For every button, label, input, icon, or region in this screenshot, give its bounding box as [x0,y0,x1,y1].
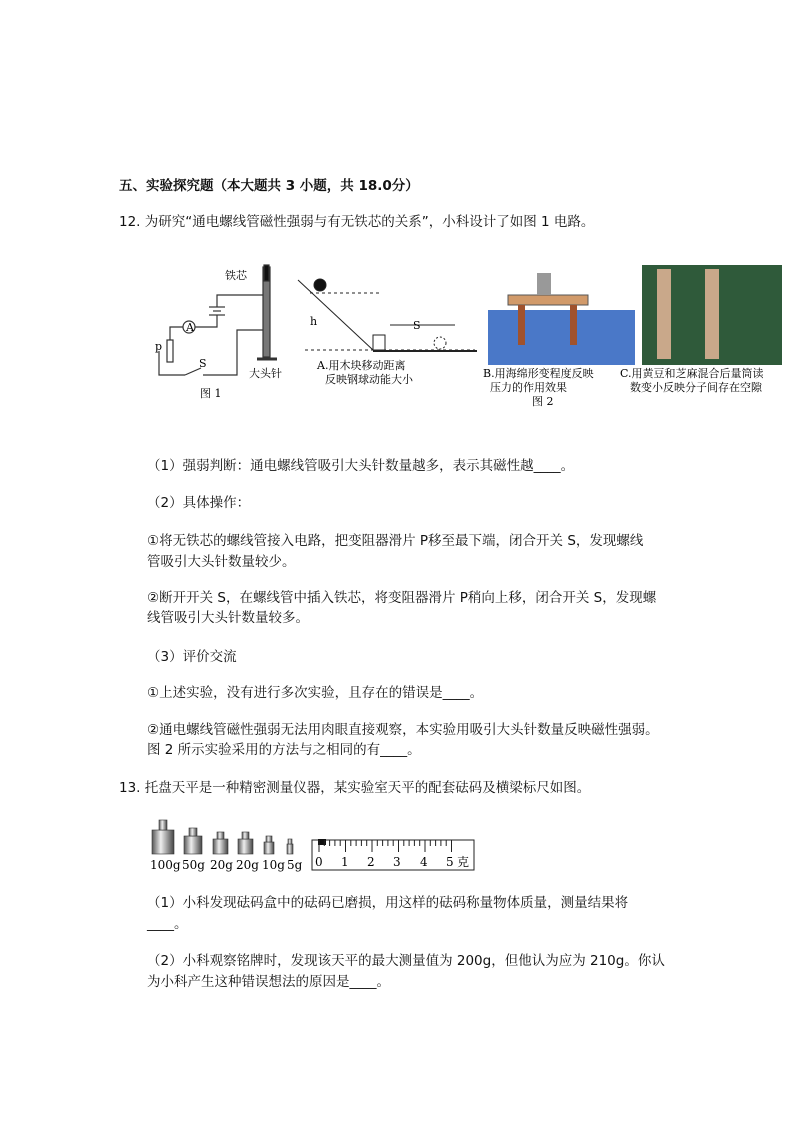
q12-part1: （1）强弱判断：通电螺线管吸引大头针数量越多，表示其磁性越____。 [147,458,575,474]
ruler-tick-label: 3 [393,855,401,869]
ruler-tick-label: 2 [367,855,375,869]
weight-50g [184,836,202,854]
q12-part3: （3）评价交流 [147,649,237,665]
figC-caption-1: C.用黄豆和芝麻混合后量筒读 [620,367,764,380]
ruler-tick-label: 1 [341,855,349,869]
q12-part2: （2）具体操作： [147,495,251,511]
label-pin: 大头针 [249,367,282,380]
figure-2a [298,279,477,351]
q12-step1-line1: ①将无铁芯的螺线管接入电路，把变阻器滑片 P移至最下端，闭合开关 S，发现螺线 [147,533,644,549]
q12-step2-line2: 线管吸引大头针数量较多。 [147,610,309,626]
weights-and-ruler-figure [148,812,488,872]
weight-100g [152,830,174,854]
q13-part1-line2: ____。 [147,916,188,932]
fig1-caption: 图 1 [200,387,222,400]
weight-20g [238,839,253,854]
ruler-unit: 克 [457,855,470,869]
weight-label: 20g [236,858,259,872]
ruler-tick-label: 5 [446,855,454,869]
q12-stem: 12. 为研究“通电螺线管磁性强弱与有无铁芯的关系”，小科设计了如图 1 电路。 [119,214,595,230]
beam-ruler [312,839,474,870]
weight-20g [213,839,228,854]
figure-1-circuit [159,265,277,375]
weight-10g [264,842,274,854]
figC-caption-2: 数变小反映分子间存在空隙 [630,381,762,394]
ruler-tick-label: 4 [420,855,428,869]
label-core: 铁芯 [225,269,247,282]
rheostat [167,340,173,362]
figB-caption-1: B.用海绵形变程度反映 [483,367,594,380]
section-title: 五、实验探究题（本大题共 3 小题，共 18.0分） [119,178,419,194]
figA-caption-1: A.用木块移动距离 [317,359,406,372]
figA-caption-2: 反映钢球动能大小 [325,373,413,386]
q12-step2-line1: ②断开开关 S，在螺线管中插入铁芯，将变阻器滑片 P稍向上移，闭合开关 S，发现螺 [147,590,657,606]
weight-label: 50g [182,858,205,872]
label-ammeter: A [186,321,194,334]
figure-2b [488,273,635,365]
figB-caption-2: 压力的作用效果 [490,381,567,394]
q13-part1-line1: （1）小科发现砝码盒中的砝码已磨损，用这样的砝码称量物体质量，测量结果将 [147,895,629,911]
q12-step1-line2: 管吸引大头针数量较少。 [147,554,296,570]
label-s: S [199,357,207,370]
weight-label: 20g [210,858,233,872]
ruler-tick-label: 0 [315,855,323,869]
label-s-distance: S [413,319,421,332]
weight-label: 100g [150,858,181,872]
figure-2c [642,265,782,365]
q13-stem: 13. 托盘天平是一种精密测量仪器，某实验室天平的配套砝码及横梁标尺如图。 [119,780,591,796]
q13-part2-line1: （2）小科观察铭牌时，发现该天平的最大测量值为 200g，但他认为应为 210g。你认 [147,953,665,969]
label-p: p [155,340,163,353]
q13-part2-line2: 为小科产生这种错误想法的原因是____。 [147,974,390,990]
q12-eval1: ①上述实验，没有进行多次实验，且存在的错误是____。 [147,685,484,701]
weight-label: 10g [262,858,285,872]
q12-figure [145,255,785,415]
label-h: h [310,315,318,328]
fig2-caption: 图 2 [532,395,554,408]
q12-eval2-line2: 图 2 所示实验采用的方法与之相同的有____。 [147,742,421,758]
weight-5g [287,844,293,854]
weight-label: 5g [287,858,303,872]
q12-eval2-line1: ②通电螺线管磁性强弱无法用肉眼直接观察，本实验用吸引大头针数量反映磁性强弱。 [147,722,659,738]
